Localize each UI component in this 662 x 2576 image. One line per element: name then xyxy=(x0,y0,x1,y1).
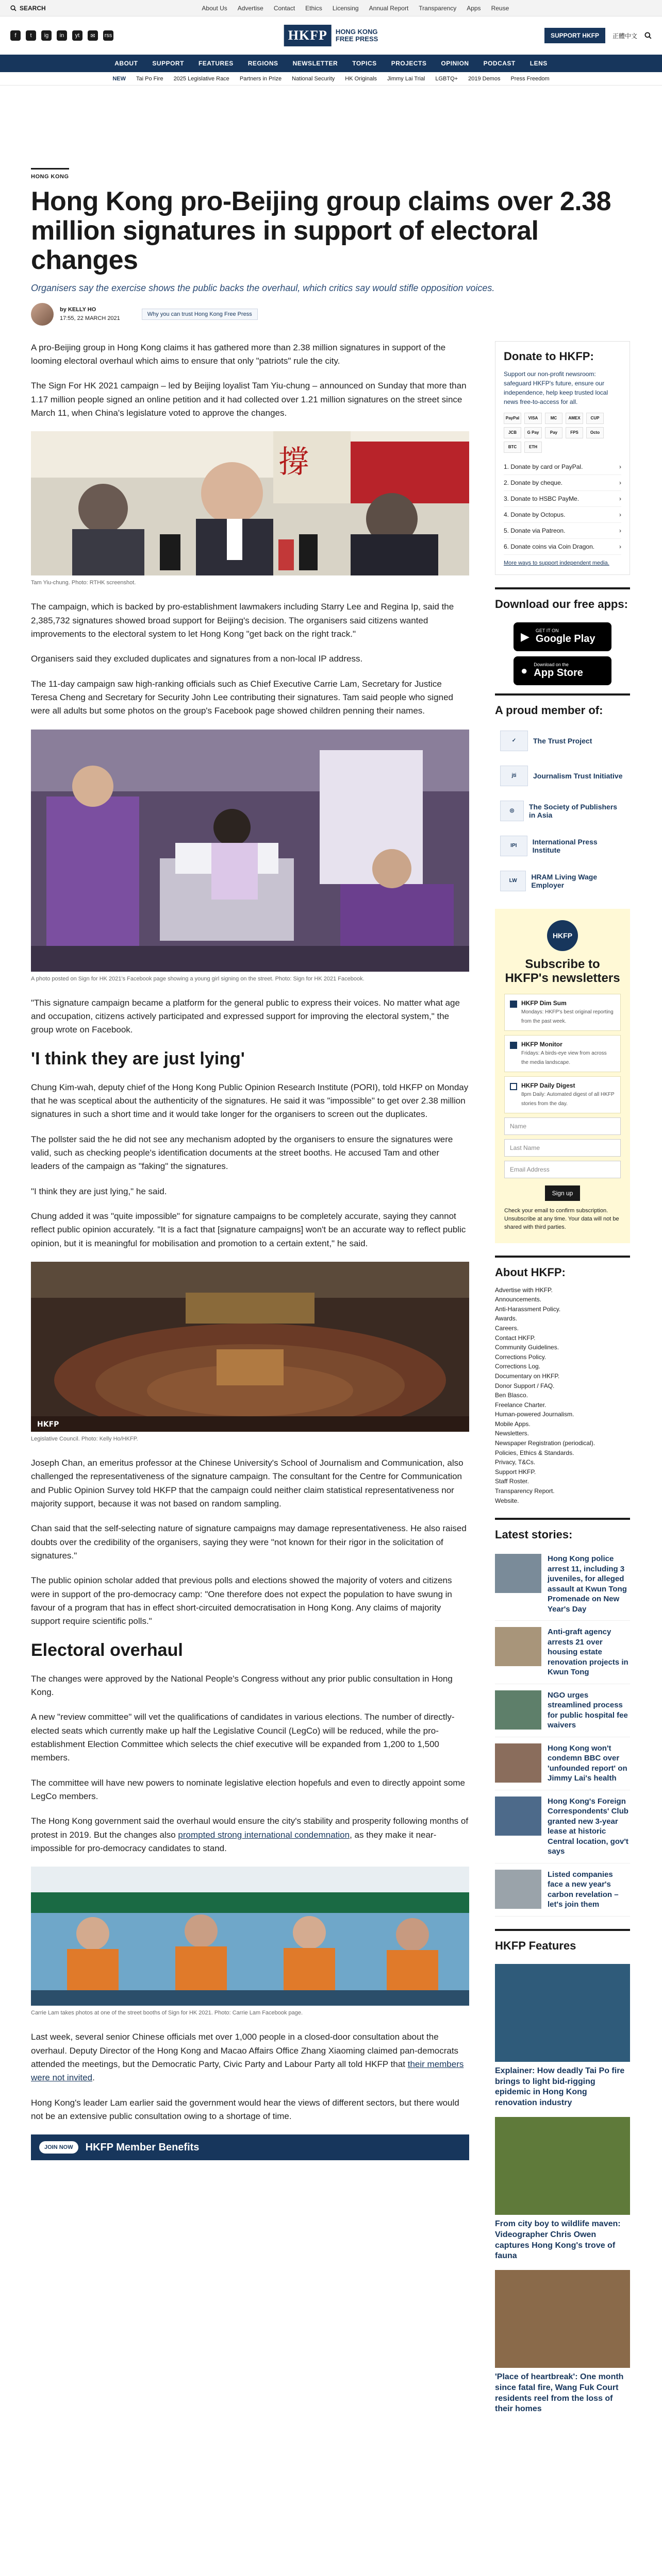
trending-bar xyxy=(0,72,662,86)
story-headline[interactable]: Listed companies face a new year's carbon revelation – let's join them xyxy=(548,1870,619,1909)
story-thumbnail xyxy=(495,1554,541,1593)
author-avatar[interactable] xyxy=(31,303,54,326)
unionpay-icon[interactable]: CUP xyxy=(586,413,604,424)
donate-option-label: 5. Donate via Patreon. xyxy=(504,527,566,534)
about-link[interactable]: Advertise with HKFP. xyxy=(495,1286,553,1294)
paragraph: A pro-Beijing group in Hong Kong claims it has gathered more than 2.38 million signatures in support of the looming electoral overhaul which aims to ensure that only "patriots" rule the city. xyxy=(31,342,446,366)
donate-option[interactable] xyxy=(504,539,621,555)
latest-title: Latest stories: xyxy=(495,1518,630,1548)
newsletter-option-text xyxy=(521,1041,615,1066)
payment-methods xyxy=(504,413,621,453)
donate-option-label: 6. Donate coins via Coin Dragon. xyxy=(504,543,595,550)
app-store-button[interactable] xyxy=(514,656,611,685)
chevron-right-icon: › xyxy=(619,463,621,470)
jcb-icon[interactable]: JCB xyxy=(504,427,521,438)
trending-new-label: NEW xyxy=(112,75,126,82)
feature-headline[interactable]: 'Place of heartbreak': One month since fatal fire, Wang Fuk Court residents reel from the loss of their homes xyxy=(495,2372,624,2414)
nav-item-projects[interactable]: PROJECTS xyxy=(391,60,427,67)
trending-link[interactable]: LGBTQ+ xyxy=(435,75,458,82)
paragraph: "I think they are just lying," he said. xyxy=(31,1186,167,1196)
story-thumbnail xyxy=(495,1627,541,1666)
join-now-button[interactable]: JOIN NOW xyxy=(39,2141,78,2154)
donate-option-label: 4. Donate by Octopus. xyxy=(504,511,566,518)
about-link[interactable]: Transparency Report. xyxy=(495,1487,555,1495)
about-link[interactable]: Human-powered Journalism. xyxy=(495,1411,574,1418)
paragraph: Joseph Chan, an emeritus professor at the Chinese University's School of Journalism and Communication, also challenged the representativeness of the signature campaign. The consultant for the Centre for Communication and Public Opinion Survey told HKFP that the campaign could neither claim statistical representativeness nor majority support, because it was not based on random sampling. xyxy=(31,1458,464,1509)
paragraph xyxy=(31,1815,469,1855)
about-link[interactable]: Corrections Log. xyxy=(495,1363,541,1370)
chevron-right-icon: › xyxy=(619,511,621,518)
newsletter-option-text xyxy=(521,1082,615,1108)
paragraph: The campaign, which is backed by pro-establishment lawmakers including Starry Lee and Regina Ip, said the 2,385,732 signatures showed broad support for Beijing's decision. The organisers said citizens wanted improvements to the electoral system to let Hong Kong "get back on the right track." xyxy=(31,602,454,639)
latest-story[interactable] xyxy=(495,1790,630,1863)
photo-street-booth-officials xyxy=(31,1867,469,2006)
feature-image xyxy=(495,2270,630,2368)
story-headline[interactable]: Hong Kong won't condemn BBC over 'unfounded report' on Jimmy Lai's health xyxy=(548,1743,627,1783)
about-link[interactable]: Anti-Harassment Policy. xyxy=(495,1305,561,1313)
store-name: Google Play xyxy=(535,633,595,645)
utility-link[interactable]: Contact xyxy=(273,4,295,12)
ethereum-icon[interactable]: ETH xyxy=(524,442,542,453)
paragraph: "This signature campaign became a platform for the general public to express their voices. No matter what age and occupation, citizens actively participated and expressed support for improving the electoral system," the group wrote on Facebook. xyxy=(31,997,460,1035)
email-input[interactable]: Email Address xyxy=(504,1161,621,1178)
member-org-name: HRAM Living Wage Employer xyxy=(531,872,598,889)
mastercard-icon[interactable]: MC xyxy=(545,413,562,424)
youtube-icon[interactable]: yt xyxy=(72,30,82,41)
checkbox-icon[interactable] xyxy=(510,1083,517,1090)
inline-link[interactable]: prompted strong international condemnation xyxy=(178,1829,350,1840)
feature-story[interactable] xyxy=(495,1964,630,2109)
photo-caption: Tam Yiu-chung. Photo: RTHK screenshot. xyxy=(31,580,136,586)
donate-widget xyxy=(495,341,630,575)
about-link[interactable]: Awards. xyxy=(495,1315,518,1323)
top-utility-bar xyxy=(0,0,662,16)
twitter-icon[interactable]: t xyxy=(26,30,36,41)
google-play-text xyxy=(536,628,595,645)
social-links xyxy=(10,30,113,41)
member-org[interactable] xyxy=(495,723,630,758)
paragraph: Chung Kim-wah, deputy chief of the Hong Kong Public Opinion Research Institute (PORI), told HKFP on Monday that he was sceptical about the authenticity of the signatures. He said it was "impossible" to get over 2.38 million signatures in such a short time and it would take longer for the organisers to screen out the duplicates. xyxy=(31,1082,469,1120)
member-org-name: The Society of Publishers in Asia xyxy=(528,802,618,819)
utility-link[interactable]: Transparency xyxy=(419,4,457,12)
utility-link[interactable]: Advertise xyxy=(237,4,263,12)
paragraph-text: The Hong Kong government said the overhaul would ensure the city's stability and prosperity following months of protest in 2019. But the changes also xyxy=(31,1816,469,1840)
story-thumbnail xyxy=(495,1690,541,1730)
store-small-label: GET IT ON xyxy=(535,628,559,634)
paragraph: The changes were approved by the National People's Congress without any prior public consultation in Hong Kong. xyxy=(31,1673,453,1697)
donate-option[interactable] xyxy=(504,507,621,523)
google-pay-icon[interactable]: G Pay xyxy=(524,427,542,438)
member-org[interactable] xyxy=(495,758,630,793)
section-heading: 'I think they are just lying' xyxy=(31,1048,245,1069)
utility-link[interactable]: Reuse xyxy=(491,4,509,12)
utility-link[interactable]: Apps xyxy=(467,4,481,12)
checkbox-checked-icon[interactable] xyxy=(510,1042,517,1049)
latest-story[interactable] xyxy=(495,1863,630,1917)
latest-story[interactable] xyxy=(495,1548,630,1621)
logo-text-line: HONG KONG xyxy=(335,27,378,36)
donate-option-label: 2. Donate by cheque. xyxy=(504,479,563,486)
app-store-text xyxy=(534,662,583,679)
trending-link[interactable]: Partners in Prize xyxy=(239,75,282,82)
nav-item-about[interactable]: ABOUT xyxy=(114,60,138,67)
about-link[interactable]: Mobile Apps. xyxy=(495,1420,531,1428)
about-link[interactable]: Corrections Policy. xyxy=(495,1353,547,1361)
newsletter-option-text xyxy=(521,999,615,1025)
donate-option-label: 1. Donate by card or PayPal. xyxy=(504,463,583,470)
fps-icon[interactable]: FPS xyxy=(566,427,583,438)
trending-link[interactable]: Tai Po Fire xyxy=(136,75,163,82)
apple-icon: ● xyxy=(521,664,528,677)
instagram-icon[interactable]: ig xyxy=(41,30,52,41)
story-headline[interactable]: Hong Kong police arrest 11, including 3 juveniles, for alleged assault at Kwun Tong Promenade on New Year's Day xyxy=(548,1554,627,1614)
paragraph: The pollster said the he did not see any mechanism adopted by the organisers to ensure the signatures were valid, such as checking people's identification documents at the street booths. He accused Tam and other leaders of the campaign as "faking" the signatures. xyxy=(31,1134,453,1172)
newsletter-title: Subscribe to HKFP's newsletters xyxy=(505,957,620,986)
newsletter-name: HKFP Monitor xyxy=(521,1040,562,1048)
first-name-input[interactable]: Name xyxy=(504,1117,621,1135)
member-benefits-banner[interactable] xyxy=(31,2134,469,2160)
page-body xyxy=(0,341,662,2424)
about-link[interactable]: Announcements. xyxy=(495,1296,542,1303)
ipi-icon: IPI xyxy=(500,836,527,856)
paragraph: Chan said that the self-selecting nature of signature campaigns may damage representativeness. He also raised doubts over the credibility of the organisers, saying they were "not known for their rigor in the solicitation of signatures." xyxy=(31,1523,467,1561)
member-title: A proud member of: xyxy=(495,693,630,723)
octopus-icon[interactable]: Octo xyxy=(586,427,604,438)
about-link[interactable]: Community Guidelines. xyxy=(495,1344,559,1351)
article-photo-legco xyxy=(31,1262,469,1432)
facebook-icon[interactable]: f xyxy=(10,30,21,41)
about-link[interactable]: Staff Roster. xyxy=(495,1478,529,1485)
checkbox-checked-icon[interactable] xyxy=(510,1001,517,1008)
visa-icon[interactable]: VISA xyxy=(524,413,542,424)
trending-link[interactable]: 2019 Demos xyxy=(468,75,501,82)
article-subtitle: Organisers say the exercise shows the public backs the overhaul, which critics say would stifle opposition voices. xyxy=(31,282,495,293)
author-name[interactable]: by KELLY HO xyxy=(60,307,96,313)
about-link[interactable]: Support HKFP. xyxy=(495,1468,536,1476)
utility-link[interactable]: Licensing xyxy=(332,4,359,12)
last-name-input[interactable]: Last Name xyxy=(504,1139,621,1157)
byline-meta xyxy=(60,306,120,323)
about-link[interactable]: Careers. xyxy=(495,1324,519,1332)
trust-link[interactable]: Why you can trust Hong Kong Free Press xyxy=(142,309,258,320)
search-label: SEARCH xyxy=(20,4,46,12)
article-title: Hong Kong pro-Beijing group claims over 2.38 million signatures in support of electoral changes xyxy=(31,187,611,276)
nav-item-regions[interactable]: REGIONS xyxy=(247,60,278,67)
living-wage-icon: LW xyxy=(500,871,526,891)
search-icon[interactable] xyxy=(644,32,652,39)
paragraph: The 11-day campaign saw high-ranking officials such as Chief Executive Carrie Lam, Secretary for Justice Teresa Cheng and Secretary for Security John Lee contributing their signatures. Tam said people who signed were all adults but some photos on the group's Facebook page showed children penning their names. xyxy=(31,679,453,716)
latest-story[interactable] xyxy=(495,1684,630,1737)
about-link[interactable]: Privacy, T&Cs. xyxy=(495,1459,536,1466)
chevron-right-icon: › xyxy=(619,495,621,502)
store-small-label: Download on the xyxy=(534,662,569,668)
feature-stories xyxy=(495,1964,630,2415)
about-link[interactable]: Website. xyxy=(495,1497,519,1504)
nav-item-topics[interactable]: TOPICS xyxy=(352,60,377,67)
sopa-icon: ◎ xyxy=(500,801,524,821)
email-icon[interactable]: ✉ xyxy=(88,30,98,41)
story-thumbnail xyxy=(495,1797,541,1836)
latest-stories xyxy=(495,1548,630,1917)
member-org[interactable] xyxy=(495,863,630,899)
photo-street-booth xyxy=(31,730,469,972)
member-benefits-title: HKFP Member Benefits xyxy=(85,2141,200,2153)
jti-icon: jti xyxy=(500,766,528,786)
logo-text xyxy=(336,28,378,43)
nav-item-newsletter[interactable]: NEWSLETTER xyxy=(292,60,338,67)
site-header xyxy=(0,16,662,55)
about-title: About HKFP: xyxy=(495,1256,630,1285)
utility-link[interactable]: About Us xyxy=(202,4,227,12)
sidebar xyxy=(495,341,630,2424)
trending-link[interactable]: HK Originals xyxy=(345,75,377,82)
newsletter-name: HKFP Daily Digest xyxy=(521,1081,575,1089)
header-actions xyxy=(544,28,652,43)
paragraph-text: . xyxy=(92,2073,95,2083)
more-ways-link[interactable]: More ways to support independent media. xyxy=(504,560,609,566)
about-link[interactable]: Policies, Ethics & Standards. xyxy=(495,1449,574,1456)
article-photo-girl-signing xyxy=(31,730,469,972)
trending-link[interactable]: Jimmy Lai Trial xyxy=(387,75,425,82)
photo-caption: Legislative Council. Photo: Kelly Ho/HKFP. xyxy=(31,1435,138,1442)
publish-date: 17:55, 22 MARCH 2021 xyxy=(60,315,120,321)
about-link[interactable]: Newspaper Registration (periodical). xyxy=(495,1439,595,1447)
chevron-right-icon: › xyxy=(619,527,621,534)
trending-link[interactable]: National Security xyxy=(292,75,335,82)
feature-headline[interactable]: From city boy to wildlife maven: Videographer Chris Owen captures Hong Kong's trove of fauna xyxy=(495,2219,621,2261)
paragraph: The Sign For HK 2021 campaign – led by Beijing loyalist Tam Yiu-chung – announced on Sunday that more than 1.17 million people signed an online petition and it had collected over 1.21 million signatures on the street since March 11, when China's legislature voted to approve the changes. xyxy=(31,381,467,418)
paragraph: Chung added it was "quite impossible" for signature campaigns to be completely accurate, saying they cannot reflect public opinion accurately. "It is a fact that [signature campaigns] won't be an accurate way to reflect public opinion, but it is meaningful for mobilisation and promotion to a certain extent," he said. xyxy=(31,1211,466,1248)
member-org[interactable] xyxy=(495,793,630,828)
paragraph: The committee will have new powers to nominate legislative election hopefuls and even to directly appoint some LegCo members. xyxy=(31,1777,465,1801)
paragraph: The public opinion scholar added that previous polls and elections showed the majority of voters and citizens were in support of the pro-democracy camp: "One therefore does not expect the population to have swung in favour of a program that has in effect short-circuited democratisation in Hong Kong. Any claims of majority support require scientific polls." xyxy=(31,1575,452,1626)
story-headline[interactable]: Hong Kong's Foreign Correspondents' Club granted new 3-year lease at historic Central location, gov't says xyxy=(548,1797,628,1856)
about-links xyxy=(495,1285,630,1506)
paypal-icon[interactable]: PayPal xyxy=(504,413,521,424)
article-header xyxy=(0,168,662,326)
trending-link[interactable]: 2025 Legislative Race xyxy=(173,75,229,82)
chevron-right-icon: › xyxy=(619,479,621,486)
svg-text:撐: 撐 xyxy=(278,444,309,481)
language-switch[interactable]: 正體中文 xyxy=(612,32,637,40)
newsletter-option[interactable] xyxy=(504,994,621,1031)
newsletter-widget xyxy=(495,909,630,1243)
donate-option-label: 3. Donate to HSBC PayMe. xyxy=(504,495,580,502)
apple-pay-icon[interactable]: Pay xyxy=(545,427,562,438)
utility-links xyxy=(202,5,509,12)
trust-project-icon: ✓ xyxy=(500,731,528,751)
feature-headline[interactable]: Explainer: How deadly Tai Po fire brings to light bid-rigging epidemic in Hong Kong renovation industry xyxy=(495,2066,625,2108)
about-link[interactable]: Contact HKFP. xyxy=(495,1334,536,1342)
main-nav xyxy=(0,55,662,72)
feature-story[interactable] xyxy=(495,2117,630,2262)
svg-text:HKFP: HKFP xyxy=(37,1420,59,1429)
donate-option[interactable] xyxy=(504,491,621,507)
photo-legislative-chamber xyxy=(31,1262,469,1432)
member-org-name: The Trust Project xyxy=(533,736,592,745)
latest-story[interactable] xyxy=(495,1621,630,1684)
paragraph: Organisers said they excluded duplicates and signatures from a non-local IP address. xyxy=(31,654,363,664)
nav-item-opinion[interactable]: OPINION xyxy=(441,60,469,67)
newsletter-desc: Fridays: A birds-eye view from across the media landscape. xyxy=(521,1050,607,1065)
article-kicker[interactable]: HONG KONG xyxy=(31,168,69,180)
google-play-icon: ▶ xyxy=(521,630,529,643)
member-org-name: Journalism Trust Initiative xyxy=(533,771,623,780)
store-name: App Store xyxy=(534,667,583,679)
latest-story[interactable] xyxy=(495,1737,630,1790)
nav-item-features[interactable]: FEATURES xyxy=(198,60,234,67)
utility-link[interactable]: Ethics xyxy=(305,4,322,12)
member-org-name: International Press Institute xyxy=(532,837,598,854)
about-link[interactable]: Newsletters. xyxy=(495,1430,529,1437)
article-body xyxy=(31,341,469,2424)
nav-item-support[interactable]: SUPPORT xyxy=(152,60,184,67)
newsletter-desc: 8pm Daily: Automated digest of all HKFP stories from the day. xyxy=(521,1091,615,1107)
member-org[interactable] xyxy=(495,828,630,863)
linkedin-icon[interactable]: in xyxy=(57,30,67,41)
about-link[interactable]: Freelance Charter. xyxy=(495,1401,547,1409)
donate-option[interactable] xyxy=(504,459,621,475)
article-photo-tam-yiu-chung xyxy=(31,431,469,575)
donate-option[interactable] xyxy=(504,523,621,539)
apps-title: Download our free apps: xyxy=(495,587,630,617)
paragraph: A new "review committee" will vet the qualifications of candidates in various elections. The number of directly-elected seats which currently make up half the Legislative Council (LegCo) will be reduced, while the pro-establishment Election Committee which selects the chief executive will be expanded from 1,200 to 1,500 members. xyxy=(31,1712,455,1763)
donate-option[interactable] xyxy=(504,475,621,491)
story-headline[interactable]: NGO urges streamlined process for public hospital fee waivers xyxy=(548,1690,628,1730)
site-logo[interactable] xyxy=(284,25,378,46)
newsletter-note: Check your email to confirm subscription. Unsubscribe at any time. Your data will not be shared with third parties. xyxy=(504,1207,619,1230)
newsletter-name: HKFP Dim Sum xyxy=(521,999,567,1007)
byline xyxy=(31,303,631,326)
donate-options xyxy=(504,459,621,555)
newsletter-option[interactable] xyxy=(504,1035,621,1072)
newsletter-desc: Mondays: HKFP's best original reporting from the past week. xyxy=(521,1009,614,1024)
newsletter-logo: HKFP xyxy=(547,920,578,951)
sign-up-button[interactable]: Sign up xyxy=(545,1185,581,1201)
nav-item-podcast[interactable]: PODCAST xyxy=(483,60,516,67)
paragraph xyxy=(31,2030,469,2084)
feature-image xyxy=(495,1964,630,2062)
logo-text-line: FREE PRESS xyxy=(335,35,378,43)
search-icon xyxy=(10,5,16,11)
photo-caption: A photo posted on Sign for HK 2021's Facebook page showing a young girl signing on the street. Photo: Sign for HK 2021 Facebook. xyxy=(31,975,365,982)
paragraph-text: , as they make it near-impossible for pro-democracy candidates to stand. xyxy=(31,1829,437,1853)
rss-icon[interactable]: rss xyxy=(103,30,113,41)
nav-item-lens[interactable]: LENS xyxy=(529,60,548,67)
trending-link[interactable]: Press Freedom xyxy=(510,75,550,82)
story-headline[interactable]: Anti-graft agency arrests 21 over housing estate renovation projects in Kwun Tong xyxy=(548,1628,628,1677)
logo-mark: HKFP xyxy=(284,25,332,46)
about-link[interactable]: Ben Blasco. xyxy=(495,1392,528,1399)
utility-link[interactable]: Annual Report xyxy=(369,4,409,12)
ad-space xyxy=(0,86,662,168)
photo-press-conference xyxy=(31,431,469,575)
about-link[interactable]: Documentary on HKFP. xyxy=(495,1372,560,1380)
features-title: HKFP Features xyxy=(495,1929,630,1959)
chevron-right-icon: › xyxy=(619,543,621,550)
article-photo-carrie-lam xyxy=(31,1867,469,2006)
bitcoin-icon[interactable]: BTC xyxy=(504,442,521,453)
feature-story[interactable] xyxy=(495,2270,630,2415)
story-thumbnail xyxy=(495,1743,541,1783)
inline-link[interactable]: their members were not invited xyxy=(31,2059,464,2083)
amex-icon[interactable]: AMEX xyxy=(566,413,583,424)
about-link[interactable]: Donor Support / FAQ. xyxy=(495,1382,555,1389)
photo-caption: Carrie Lam takes photos at one of the street booths of Sign for HK 2021. Photo: Carrie Lam Facebook page. xyxy=(31,2010,303,2016)
story-thumbnail xyxy=(495,1870,541,1909)
section-heading: Electoral overhaul xyxy=(31,1640,183,1660)
paragraph-text: Last week, several senior Chinese officials met over 1,000 people in a closed-door consultation about the overhaul. Deputy Director of the Hong Kong and Macao Affairs Office Zhang Xiaoming claimed pan-democrats attended the meetings, but the Democratic Party, Civic Party and Labour Party all told HKFP that xyxy=(31,2032,459,2069)
newsletter-option[interactable] xyxy=(504,1076,621,1113)
feature-image xyxy=(495,2117,630,2215)
donate-title: Donate to HKFP: xyxy=(504,349,594,363)
search-toggle[interactable] xyxy=(10,5,46,12)
support-hkfp-button[interactable]: SUPPORT HKFP xyxy=(544,28,605,43)
paragraph: Hong Kong's leader Lam earlier said the government would hear the views of different sectors, but there would not be an extensive public consultation owing to a shortage of time. xyxy=(31,2097,459,2122)
donate-intro[interactable]: Support our non-profit newsroom: safeguard HKFP's future, ensure our independence, help keep trusted local news free-to-access for all. xyxy=(504,370,608,405)
google-play-button[interactable] xyxy=(514,622,611,651)
